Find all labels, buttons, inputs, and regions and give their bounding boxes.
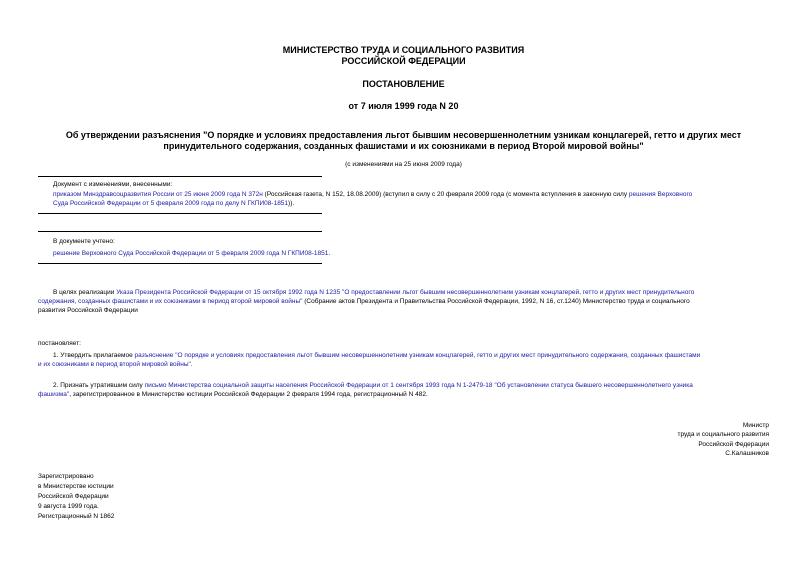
item-1-link-explanation[interactable]: разъяснение "О порядке и условиях предоставления льгот бывшим несовершеннолетним узникам концлагерей, гетто и других мест принудительного содержания, созданных фашистами xyxy=(134,352,701,359)
preamble-line-3: развития Российской Федерации xyxy=(38,307,138,314)
document-title-line-2: принудительного содержания, созданных фашистами и их союзниками в период Второй мировой войны" xyxy=(163,141,644,151)
preamble-line-2 xyxy=(38,297,690,306)
amendments-heading: Документ с изменениями, внесенными: xyxy=(53,181,173,188)
changes-note: (с изменениями на 25 июня 2009 года) xyxy=(345,161,462,168)
registration-line-3: Российской Федерации xyxy=(38,493,109,500)
amendment-text-tail: )). xyxy=(288,200,295,207)
signature-title: Министр xyxy=(742,422,769,429)
preamble-link-presidential-decree-cont[interactable]: содержания, созданных фашистами и их союзниками в период второй мировой войны" xyxy=(38,298,303,305)
item-1-link-explanation-cont[interactable]: и их союзниками в период второй мировой войны" xyxy=(38,361,191,368)
signature-ministry: труда и социального развития xyxy=(677,431,769,438)
registration-line-5: Регистрационный N 1862 xyxy=(38,513,115,520)
item-2-line-1 xyxy=(53,381,693,390)
document-type: ПОСТАНОВЛЕНИЕ xyxy=(362,79,445,89)
accounted-tail: . xyxy=(328,250,331,257)
item-1-line-2 xyxy=(38,360,193,369)
divider xyxy=(38,231,322,232)
document-title-line-1: Об утверждении разъяснения "О порядке и условиях предоставления льгот бывшим несовершеннолетним узникам концлагерей, гетто и других мест xyxy=(65,130,742,140)
resolves-word: постановляет: xyxy=(38,340,81,347)
divider xyxy=(38,176,322,177)
item-2-line-2 xyxy=(38,390,428,399)
amendments-line-1 xyxy=(53,190,773,199)
item-2-tail: , зарегистрированное в Министерстве юстиции Российской Федерации 2 февраля 1994 года, регистрационный N 482. xyxy=(69,391,428,398)
registration-line-4: 9 августа 1999 года. xyxy=(38,503,99,510)
divider xyxy=(38,263,322,264)
registration-line-1: Зарегистрировано xyxy=(38,473,94,480)
registration-line-2: в Министерстве юстиции xyxy=(38,483,114,490)
ministry-line-2: РОССИЙСКОЙ ФЕДЕРАЦИИ xyxy=(341,56,466,66)
amendments-line-2 xyxy=(53,199,294,208)
preamble-text: В целях реализации xyxy=(53,289,117,296)
preamble-line-1 xyxy=(53,288,694,297)
divider xyxy=(38,213,322,214)
item-1-line-1 xyxy=(53,351,700,360)
accounted-line xyxy=(53,249,330,258)
item-2-link-letter[interactable]: письмо Министерства социальной защиты населения Российской Федерации от 1 сентября 1993 года N 1-2479-18 "Об установлении статуса бывшего несовершеннолетнего узника xyxy=(144,382,693,389)
accounted-heading: В документе учтено: xyxy=(53,238,115,245)
preamble-text-2: (Собрание актов Президента и Правительства Российской Федерации, 1992, N 16, ст.1240) Министерство труда и социального xyxy=(302,298,690,305)
accounted-link-court-decision[interactable]: решение Верховного Суда Российской Федерации от 5 февраля 2009 года N ГКПИ08-1851 xyxy=(53,250,329,257)
signature-name: С.Калашников xyxy=(725,450,769,457)
document-date-number: от 7 июля 1999 года N 20 xyxy=(348,101,459,111)
amendment-link-court-decision-part1[interactable]: решения Верховного xyxy=(628,191,693,198)
amendment-link-order[interactable]: приказом Минздравсоцразвития России от 25 июня 2009 года N 372н xyxy=(53,191,263,198)
item-2-link-letter-cont[interactable]: фашизма" xyxy=(38,391,70,398)
amendment-text: (Российская газета, N 152, 18.08.2009) (вступил в силу с 20 февраля 2009 года (с момента вступления в законную силу xyxy=(262,191,629,198)
amendment-link-court-decision-part2[interactable]: Суда Российской Федерации от 5 февраля 2009 года по делу N ГКПИ08-1851 xyxy=(53,200,289,207)
signature-country: Российской Федерации xyxy=(698,441,769,448)
item-1-prefix: 1. Утвердить прилагаемое xyxy=(53,352,135,359)
item-2-prefix: 2. Признать утратившим силу xyxy=(53,382,145,389)
ministry-line-1: МИНИСТЕРСТВО ТРУДА И СОЦИАЛЬНОГО РАЗВИТИЯ xyxy=(282,45,525,55)
item-1-tail: . xyxy=(190,361,193,368)
preamble-link-presidential-decree[interactable]: Указа Президента Российской Федерации от 15 октября 1992 года N 1235 "О предоставлении льгот бывшим несовершеннолетним узникам концлагерей, гетто и других мест принудительного xyxy=(116,289,695,296)
